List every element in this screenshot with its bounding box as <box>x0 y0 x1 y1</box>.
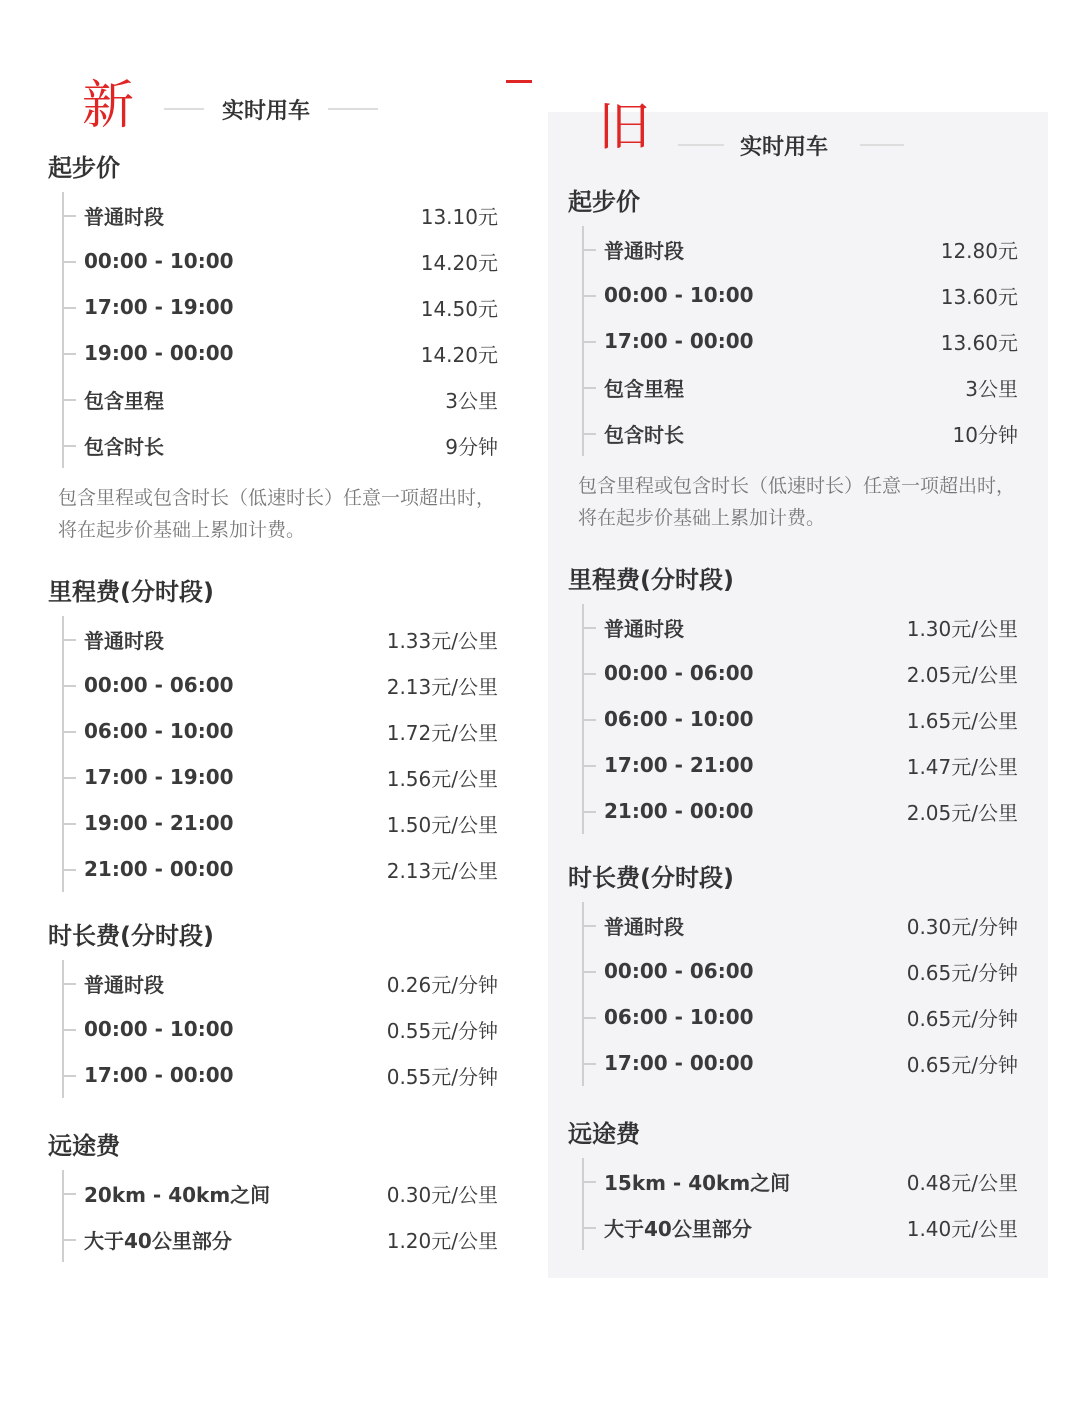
fare-row <box>64 238 532 284</box>
fare-row <box>584 226 1048 272</box>
new-tag: 新 <box>82 76 135 136</box>
duration-fee-section <box>28 916 532 1098</box>
fare-row-label: 普通时段 <box>604 238 684 263</box>
fare-row-value: 0.55元/分钟 <box>386 1064 498 1089</box>
fare-row <box>64 376 532 422</box>
mileage-fee-section <box>28 572 532 892</box>
fare-row-label: 00:00 - 10:00 <box>84 1017 234 1041</box>
fare-row-label: 21:00 - 00:00 <box>604 799 754 823</box>
fare-row <box>584 696 1048 742</box>
fare-row-value: 3公里 <box>445 388 498 413</box>
panel-header <box>28 78 532 148</box>
fare-row-value: 0.65元/分钟 <box>906 1052 1018 1077</box>
fare-row-label: 00:00 - 06:00 <box>84 673 234 697</box>
fare-row <box>584 948 1048 994</box>
fare-row <box>584 788 1048 834</box>
fare-row <box>64 1216 532 1262</box>
fare-row-value: 13.60元 <box>940 284 1018 309</box>
section-title: 远途费 <box>48 1132 120 1160</box>
fare-row-label: 普通时段 <box>604 914 684 939</box>
fare-row-label: 06:00 - 10:00 <box>604 707 754 731</box>
fare-row-value: 0.26元/分钟 <box>386 972 498 997</box>
old-fare-panel <box>548 98 1048 1278</box>
fare-row-label: 00:00 - 10:00 <box>84 249 234 273</box>
fare-row <box>64 1052 532 1098</box>
base-fare-rows <box>582 226 1048 456</box>
base-fare-section <box>548 182 1048 534</box>
fare-row-value: 1.56元/公里 <box>386 766 498 791</box>
fare-row-label: 17:00 - 00:00 <box>84 1063 234 1087</box>
fare-row-label: 17:00 - 00:00 <box>604 1051 754 1075</box>
fare-row-value: 3公里 <box>965 376 1018 401</box>
fare-row-value: 1.65元/公里 <box>906 708 1018 733</box>
fare-row <box>584 902 1048 948</box>
fare-row-label: 15km - 40km之间 <box>604 1170 791 1195</box>
fare-row-value: 0.65元/分钟 <box>906 960 1018 985</box>
duration-fee-rows <box>582 902 1048 1086</box>
section-title: 里程费(分时段) <box>48 578 214 606</box>
fare-row <box>584 994 1048 1040</box>
fare-row-value: 2.13元/公里 <box>386 858 498 883</box>
fare-row-value: 13.10元 <box>420 204 498 229</box>
fare-row-value: 1.72元/公里 <box>386 720 498 745</box>
fare-row <box>64 330 532 376</box>
fare-row-label: 00:00 - 06:00 <box>604 959 754 983</box>
page-title: 实时用车 <box>222 99 311 124</box>
fare-row <box>584 1158 1048 1204</box>
fare-row-value: 2.05元/公里 <box>906 800 1018 825</box>
base-fare-note: 包含里程或包含时长（低速时长）任意一项超出时，将在起步价基础上累加计费。 <box>578 475 1016 529</box>
base-fare-rows <box>62 192 532 468</box>
fare-row <box>64 708 532 754</box>
section-title: 远途费 <box>568 1120 640 1148</box>
long-distance-fee-rows <box>62 1170 532 1262</box>
mileage-fee-section <box>548 560 1048 834</box>
header-divider-left <box>678 144 724 146</box>
fare-row <box>64 1170 532 1216</box>
header-divider-left <box>164 108 204 110</box>
fare-row-value: 14.20元 <box>420 342 498 367</box>
section-title: 起步价 <box>48 154 120 182</box>
fare-row-label: 包含时长 <box>604 422 684 447</box>
fare-row-label: 包含时长 <box>84 434 164 459</box>
long-distance-fee-section <box>28 1126 532 1262</box>
section-title: 时长费(分时段) <box>568 864 734 892</box>
fare-row <box>64 754 532 800</box>
fare-row <box>584 1040 1048 1086</box>
fare-row-value: 0.65元/分钟 <box>906 1006 1018 1031</box>
fare-row <box>584 318 1048 364</box>
fare-row-label: 17:00 - 19:00 <box>84 765 234 789</box>
old-tag: 旧 <box>598 98 651 158</box>
fare-row-value: 2.05元/公里 <box>906 662 1018 687</box>
fare-row <box>64 284 532 330</box>
fare-row-value: 0.55元/分钟 <box>386 1018 498 1043</box>
fare-row-value: 14.50元 <box>420 296 498 321</box>
fare-row-value: 0.30元/公里 <box>386 1182 498 1207</box>
fare-row <box>64 960 532 1006</box>
fare-row-label: 普通时段 <box>84 972 164 997</box>
fare-row <box>584 272 1048 318</box>
fare-row <box>64 800 532 846</box>
fare-row <box>584 742 1048 788</box>
fare-row-label: 普通时段 <box>84 204 164 229</box>
fare-row-label: 00:00 - 10:00 <box>604 283 754 307</box>
header-divider-right <box>328 108 378 110</box>
mileage-fee-rows <box>62 616 532 892</box>
fare-row-label: 20km - 40km之间 <box>84 1182 271 1207</box>
fare-row-value: 1.47元/公里 <box>906 754 1018 779</box>
fare-row <box>64 192 532 238</box>
red-mark <box>506 80 532 83</box>
fare-row <box>584 410 1048 456</box>
fare-row-label: 19:00 - 00:00 <box>84 341 234 365</box>
header-divider-right <box>860 144 904 146</box>
fare-row <box>64 422 532 468</box>
fare-row <box>584 650 1048 696</box>
fare-row <box>584 604 1048 650</box>
base-fare-note: 包含里程或包含时长（低速时长）任意一项超出时，将在起步价基础上累加计费。 <box>58 487 496 541</box>
fare-row-value: 1.50元/公里 <box>386 812 498 837</box>
fare-row-value: 14.20元 <box>420 250 498 275</box>
fare-row-label: 00:00 - 06:00 <box>604 661 754 685</box>
section-title: 时长费(分时段) <box>48 922 214 950</box>
fare-row <box>64 846 532 892</box>
fare-row-value: 10分钟 <box>952 422 1018 447</box>
fare-row-label: 大于40公里部分 <box>84 1228 232 1253</box>
base-fare-section <box>28 148 532 546</box>
fare-row-value: 0.30元/分钟 <box>906 914 1018 939</box>
fare-row <box>584 1204 1048 1250</box>
new-fare-panel <box>28 78 532 1258</box>
section-title: 起步价 <box>568 188 640 216</box>
fare-row-value: 1.40元/公里 <box>906 1216 1018 1241</box>
fare-row-label: 大于40公里部分 <box>604 1216 752 1241</box>
fare-row-value: 0.48元/公里 <box>906 1170 1018 1195</box>
long-distance-fee-section <box>548 1114 1048 1250</box>
duration-fee-section <box>548 858 1048 1086</box>
fare-row-value: 9分钟 <box>445 434 498 459</box>
fare-row-label: 17:00 - 19:00 <box>84 295 234 319</box>
fare-row <box>64 662 532 708</box>
fare-row-value: 2.13元/公里 <box>386 674 498 699</box>
fare-row-label: 21:00 - 00:00 <box>84 857 234 881</box>
fare-row <box>584 364 1048 410</box>
section-title: 里程费(分时段) <box>568 566 734 594</box>
fare-row-label: 包含里程 <box>84 388 164 413</box>
fare-row-label: 17:00 - 21:00 <box>604 753 754 777</box>
fare-row <box>64 616 532 662</box>
fare-row-value: 1.33元/公里 <box>386 628 498 653</box>
fare-row-value: 13.60元 <box>940 330 1018 355</box>
long-distance-fee-rows <box>582 1158 1048 1250</box>
fare-row-value: 12.80元 <box>940 238 1018 263</box>
duration-fee-rows <box>62 960 532 1098</box>
fare-row-label: 包含里程 <box>604 376 684 401</box>
fare-row-value: 1.20元/公里 <box>386 1228 498 1253</box>
fare-row-label: 普通时段 <box>604 616 684 641</box>
fare-row-label: 普通时段 <box>84 628 164 653</box>
fare-row-label: 17:00 - 00:00 <box>604 329 754 353</box>
fare-row-label: 06:00 - 10:00 <box>84 719 234 743</box>
fare-row-value: 1.30元/公里 <box>906 616 1018 641</box>
mileage-fee-rows <box>582 604 1048 834</box>
fare-row-label: 19:00 - 21:00 <box>84 811 234 835</box>
fare-row <box>64 1006 532 1052</box>
fare-row-label: 06:00 - 10:00 <box>604 1005 754 1029</box>
page-title: 实时用车 <box>740 135 829 160</box>
panel-header <box>548 98 1048 182</box>
